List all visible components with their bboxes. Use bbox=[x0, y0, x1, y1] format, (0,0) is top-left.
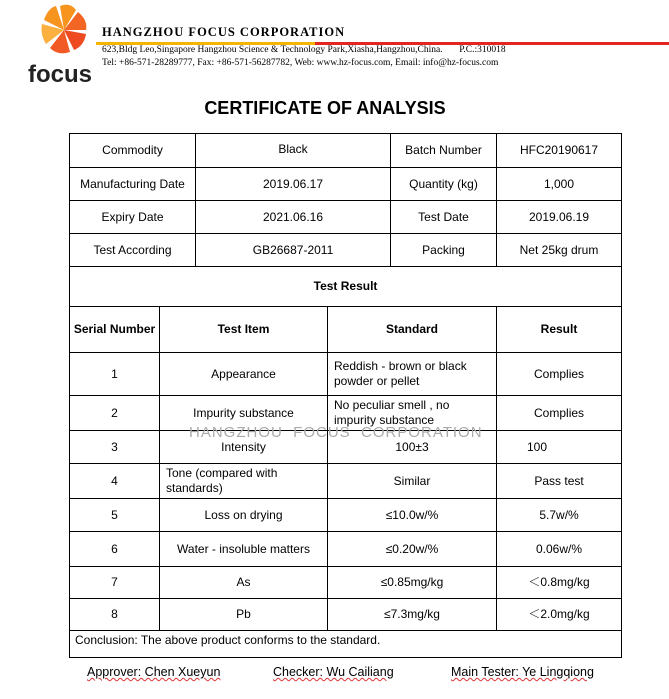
standard: ≤0.20w/% bbox=[328, 532, 497, 567]
test-item: Water - insoluble matters bbox=[160, 532, 328, 567]
company-address: 623,Bldg Leo,Singapore Hangzhou Science & Technology Park,Xiasha,Hangzhou,China. P.C.:310018 bbox=[102, 45, 506, 55]
test-item: Appearance bbox=[160, 353, 328, 396]
col-standard: Standard bbox=[328, 307, 497, 353]
info-label: Test Date bbox=[391, 201, 497, 234]
info-value: Net 25kg drum bbox=[497, 234, 622, 267]
info-label: Packing bbox=[391, 234, 497, 267]
info-value: HFC20190617 bbox=[497, 134, 622, 168]
standard: ≤7.3mg/kg bbox=[328, 599, 497, 631]
test-item: Tone (compared with standards) bbox=[160, 464, 328, 499]
company-logo bbox=[28, 2, 100, 86]
test-item: Intensity bbox=[160, 431, 328, 464]
info-label: Expiry Date bbox=[70, 201, 196, 234]
info-value: 2021.06.16 bbox=[196, 201, 391, 234]
serial: 4 bbox=[70, 464, 160, 499]
info-value: 2019.06.19 bbox=[497, 201, 622, 234]
tester-signature: Main Tester: Ye Lingqiong bbox=[451, 665, 594, 679]
table-row bbox=[70, 353, 622, 396]
info-row bbox=[70, 234, 622, 267]
test-item: As bbox=[160, 567, 328, 599]
standard: No peculiar smell , no impurity substance bbox=[328, 396, 497, 431]
col-item: Test Item bbox=[160, 307, 328, 353]
test-item: Pb bbox=[160, 599, 328, 631]
company-contact: Tel: +86-571-28289777, Fax: +86-571-56287782, Web: www.hz-focus.com, Email: info@hz-focus.com bbox=[102, 58, 499, 68]
table-row bbox=[70, 396, 622, 431]
col-serial: Serial Number bbox=[70, 307, 160, 353]
info-value: 1,000 bbox=[497, 168, 622, 201]
product-info-table bbox=[69, 133, 622, 267]
serial: 3 bbox=[70, 431, 160, 464]
standard: Reddish - brown or black powder or pellet bbox=[328, 353, 497, 396]
standard: 100±3 bbox=[328, 431, 497, 464]
result: 100 bbox=[497, 431, 622, 464]
table-row bbox=[70, 567, 622, 599]
info-row bbox=[70, 201, 622, 234]
serial: 2 bbox=[70, 396, 160, 431]
result: ＜0.8mg/kg bbox=[497, 567, 622, 599]
table-row bbox=[70, 599, 622, 631]
info-label: Manufacturing Date bbox=[70, 168, 196, 201]
test-result-heading: Test Result bbox=[70, 267, 622, 307]
result: Pass test bbox=[497, 464, 622, 499]
test-result-table bbox=[69, 266, 622, 658]
test-item: Impurity substance bbox=[160, 396, 328, 431]
info-row bbox=[70, 168, 622, 201]
standard: ≤0.85mg/kg bbox=[328, 567, 497, 599]
result: 5.7w/% bbox=[497, 499, 622, 532]
info-label: Quantity (kg) bbox=[391, 168, 497, 201]
serial: 5 bbox=[70, 499, 160, 532]
col-result: Result bbox=[497, 307, 622, 353]
serial: 7 bbox=[70, 567, 160, 599]
info-row bbox=[70, 134, 622, 168]
serial: 6 bbox=[70, 532, 160, 567]
info-label: Batch Number bbox=[391, 134, 497, 168]
svg-text:focus: focus bbox=[28, 61, 93, 86]
table-row bbox=[70, 464, 622, 499]
table-row bbox=[70, 499, 622, 532]
test-item: Loss on drying bbox=[160, 499, 328, 532]
checker-signature: Checker: Wu Cailiang bbox=[273, 665, 394, 679]
conclusion: Conclusion: The above product conforms to the standard. bbox=[70, 631, 622, 658]
company-name: HANGZHOU FOCUS CORPORATION bbox=[102, 25, 346, 39]
standard: ≤10.0w/% bbox=[328, 499, 497, 532]
info-value: GB26687-2011 bbox=[196, 234, 391, 267]
result: ＜2.0mg/kg bbox=[497, 599, 622, 631]
header-row bbox=[70, 307, 622, 353]
info-label: Commodity bbox=[70, 134, 196, 168]
info-value: 2019.06.17 bbox=[196, 168, 391, 201]
info-value: Black bbox=[196, 134, 391, 168]
standard: Similar bbox=[328, 464, 497, 499]
table-row bbox=[70, 532, 622, 567]
result: 0.06w/% bbox=[497, 532, 622, 567]
watermark: HANGZHOU FOCUS CORPORATION bbox=[189, 424, 483, 441]
result: Complies bbox=[497, 353, 622, 396]
result: Complies bbox=[497, 396, 622, 431]
serial: 8 bbox=[70, 599, 160, 631]
document-title: CERTIFICATE OF ANALYSIS bbox=[204, 98, 446, 118]
serial: 1 bbox=[70, 353, 160, 396]
info-label: Test According bbox=[70, 234, 196, 267]
table-row bbox=[70, 431, 622, 464]
approver-signature: Approver: Chen Xueyun bbox=[87, 665, 221, 679]
